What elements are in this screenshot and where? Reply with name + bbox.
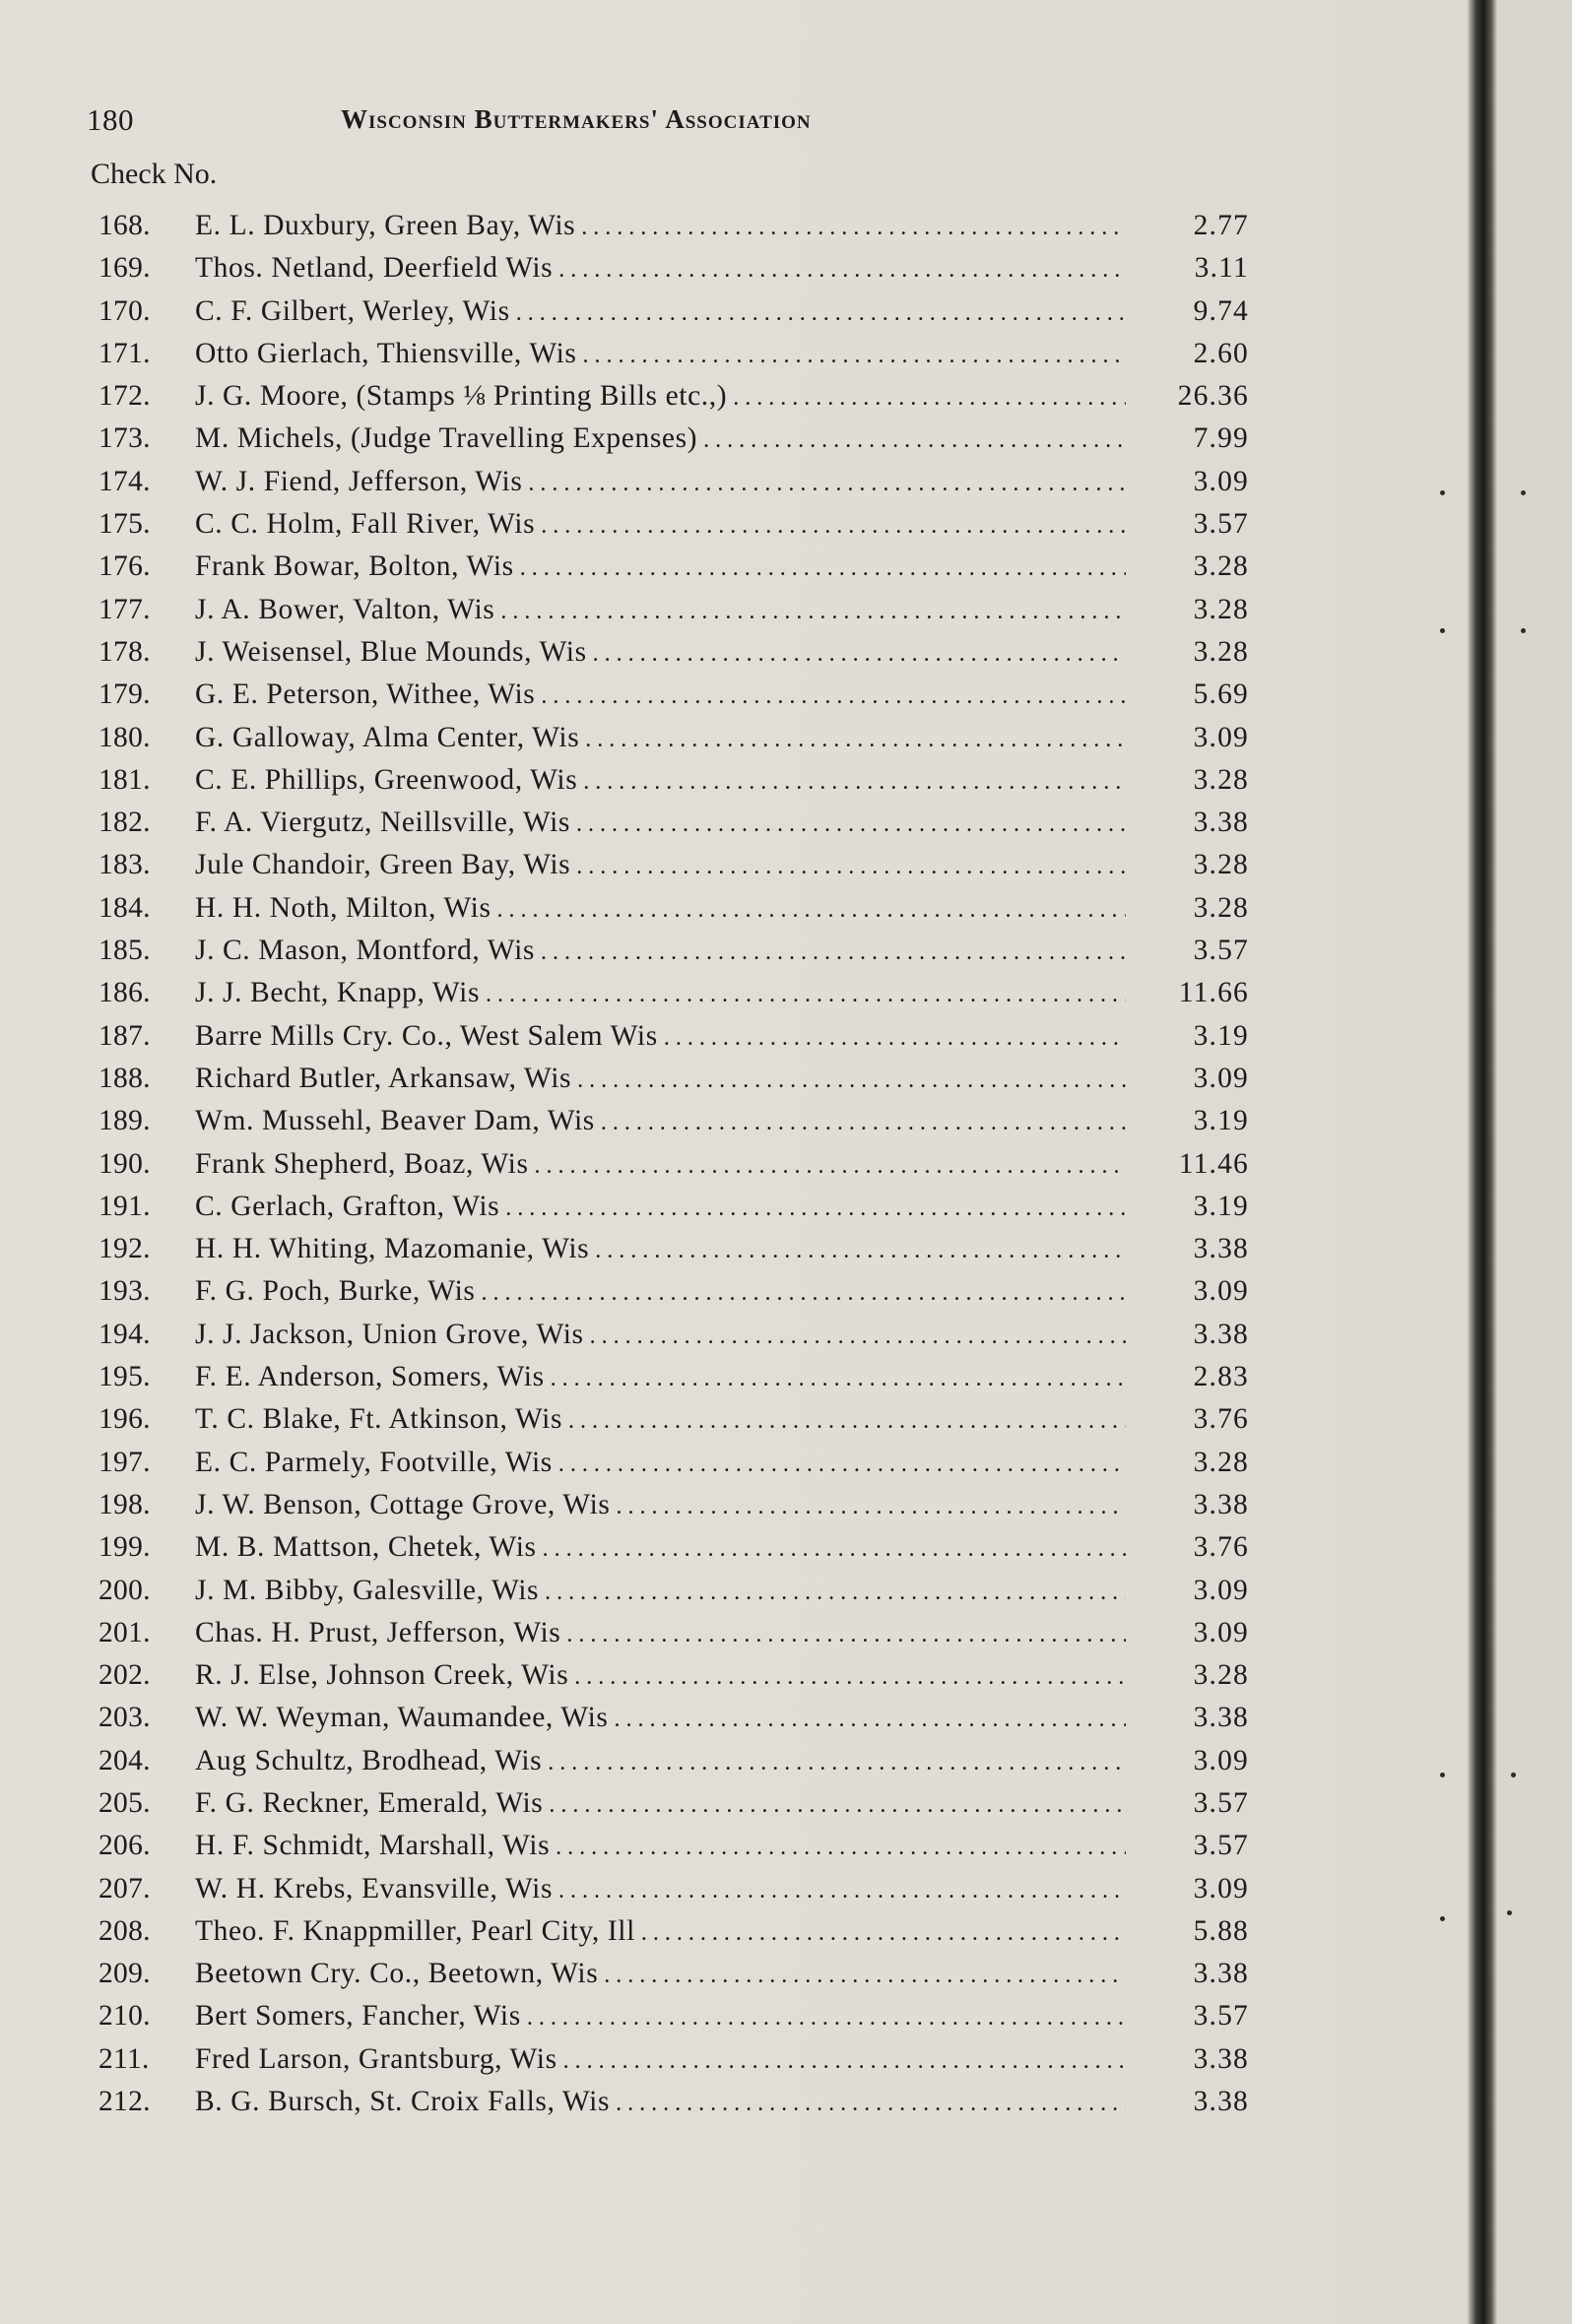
payee-name: J. J. Becht, Knapp, Wis . . . <box>195 972 1126 1016</box>
check-number: 170. <box>98 294 151 327</box>
page-header <box>87 102 1249 146</box>
check-number: 179. <box>98 678 151 711</box>
check-number: 184. <box>98 891 151 924</box>
check-number: 188. <box>98 1062 151 1094</box>
ink-speck <box>1511 1773 1516 1777</box>
check-number: 194. <box>98 1318 151 1350</box>
amount: 3.09 <box>1193 1616 1249 1648</box>
amount: 3.38 <box>1193 1233 1249 1265</box>
ink-speck <box>1440 1916 1445 1921</box>
ink-speck <box>1440 490 1445 495</box>
check-number: 185. <box>98 935 151 967</box>
check-number: 208. <box>98 1914 151 1947</box>
list-item <box>0 461 1379 503</box>
amount: 3.57 <box>1193 2000 1249 2033</box>
payee-name: F. G. Reckner, Emerald, Wis . . . <box>195 1782 1126 1827</box>
payee-name: B. G. Bursch, St. Croix Falls, Wis . . . <box>195 2081 1126 2125</box>
payee-name: Beetown Cry. Co., Beetown, Wis . . . <box>195 1953 1126 1997</box>
amount: 3.28 <box>1193 593 1249 625</box>
list-item <box>0 1910 1379 1953</box>
amount: 5.88 <box>1193 1914 1249 1947</box>
list-item <box>0 1740 1379 1782</box>
check-number: 206. <box>98 1830 151 1862</box>
amount: 2.60 <box>1193 337 1249 369</box>
amount: 11.66 <box>1178 977 1249 1009</box>
check-number: 181. <box>98 763 151 796</box>
list-item <box>0 1398 1379 1441</box>
list-item <box>0 930 1379 972</box>
amount: 3.28 <box>1193 763 1249 796</box>
list-item <box>0 844 1379 886</box>
payee-name: F. G. Poch, Burke, Wis . . . <box>195 1270 1126 1315</box>
payee-name: Theo. F. Knappmiller, Pearl City, Ill . . . <box>195 1910 1126 1955</box>
amount: 3.38 <box>1193 2042 1249 2075</box>
amount: 3.76 <box>1193 1531 1249 1564</box>
payee-name: Otto Gierlach, Thiensville, Wis . . . <box>195 333 1126 377</box>
payee-name: Frank Bowar, Bolton, Wis . . . <box>195 546 1126 590</box>
payee-name: M. Michels, (Judge Travelling Expenses) . . . <box>195 418 1126 462</box>
amount: 3.38 <box>1193 1318 1249 1350</box>
check-number: 196. <box>98 1403 151 1436</box>
amount: 3.38 <box>1193 1702 1249 1734</box>
check-number: 190. <box>98 1147 151 1180</box>
list-item <box>0 717 1379 759</box>
payee-name: H. F. Schmidt, Marshall, Wis . . . <box>195 1825 1126 1869</box>
payee-name: J. Weisensel, Blue Mounds, Wis . . . <box>195 631 1126 676</box>
amount: 3.28 <box>1193 849 1249 881</box>
payee-name: G. Galloway, Alma Center, Wis . . . <box>195 717 1126 761</box>
list-item <box>0 674 1379 716</box>
payee-name: H. H. Whiting, Mazomanie, Wis . . . <box>195 1228 1126 1272</box>
check-number: 195. <box>98 1361 151 1393</box>
check-number: 209. <box>98 1958 151 1990</box>
amount: 5.69 <box>1193 678 1249 711</box>
ink-speck <box>1521 628 1526 633</box>
amount: 3.09 <box>1193 721 1249 753</box>
payee-name: J. J. Jackson, Union Grove, Wis . . . <box>195 1314 1126 1358</box>
list-item <box>0 887 1379 930</box>
payee-name: Fred Larson, Grantsburg, Wis . . . <box>195 2038 1126 2083</box>
payee-name: E. L. Duxbury, Green Bay, Wis . . . <box>195 205 1126 249</box>
ink-speck <box>1440 1773 1445 1777</box>
list-item <box>0 759 1379 802</box>
check-list <box>0 205 1379 2123</box>
amount: 3.09 <box>1193 1872 1249 1904</box>
list-item <box>0 1228 1379 1270</box>
payee-name: Jule Chandoir, Green Bay, Wis . . . <box>195 844 1126 888</box>
list-item <box>0 418 1379 460</box>
check-number: 192. <box>98 1233 151 1265</box>
amount: 3.76 <box>1193 1403 1249 1436</box>
amount: 3.28 <box>1193 1659 1249 1692</box>
adjacent-page-edge <box>1497 0 1572 2324</box>
amount: 3.19 <box>1193 1105 1249 1137</box>
amount: 3.11 <box>1194 252 1249 285</box>
list-item <box>0 2081 1379 2123</box>
amount: 3.09 <box>1193 1062 1249 1094</box>
payee-name: Barre Mills Cry. Co., West Salem Wis . . . <box>195 1015 1126 1060</box>
list-item <box>0 589 1379 631</box>
check-number: 198. <box>98 1488 151 1520</box>
check-number: 169. <box>98 252 151 285</box>
amount: 3.19 <box>1193 1190 1249 1222</box>
list-item <box>0 1697 1379 1739</box>
check-number: 197. <box>98 1446 151 1478</box>
amount: 3.28 <box>1193 1446 1249 1478</box>
list-item <box>0 1484 1379 1526</box>
list-item <box>0 1868 1379 1910</box>
check-number: 177. <box>98 593 151 625</box>
list-item <box>0 290 1379 333</box>
payee-name: H. H. Noth, Milton, Wis . . . <box>195 887 1126 932</box>
check-number: 205. <box>98 1786 151 1819</box>
ink-speck <box>1440 628 1445 633</box>
payee-name: Wm. Mussehl, Beaver Dam, Wis . . . <box>195 1100 1126 1144</box>
amount: 11.46 <box>1178 1147 1249 1180</box>
amount: 3.09 <box>1193 1275 1249 1308</box>
check-number: 203. <box>98 1702 151 1734</box>
page-binding-gutter <box>1468 0 1497 2324</box>
check-number: 182. <box>98 807 151 839</box>
list-item <box>0 1825 1379 1867</box>
amount: 3.09 <box>1193 1744 1249 1776</box>
payee-name: C. E. Phillips, Greenwood, Wis . . . <box>195 759 1126 804</box>
list-item <box>0 631 1379 674</box>
payee-name: Richard Butler, Arkansaw, Wis . . . <box>195 1058 1126 1102</box>
check-number: 189. <box>98 1105 151 1137</box>
list-item <box>0 1612 1379 1654</box>
list-item <box>0 1782 1379 1825</box>
payee-name: C. Gerlach, Grafton, Wis . . . <box>195 1186 1126 1230</box>
check-number: 187. <box>98 1019 151 1052</box>
check-number: 180. <box>98 721 151 753</box>
amount: 3.09 <box>1193 1574 1249 1606</box>
check-number: 174. <box>98 465 151 497</box>
payee-name: J. C. Mason, Montford, Wis . . . <box>195 930 1126 974</box>
check-number: 168. <box>98 210 151 241</box>
check-number: 176. <box>98 550 151 583</box>
amount: 3.57 <box>1193 935 1249 967</box>
list-item <box>0 1570 1379 1612</box>
list-item <box>0 1314 1379 1356</box>
amount: 3.09 <box>1193 465 1249 497</box>
payee-name: E. C. Parmely, Footville, Wis . . . <box>195 1442 1126 1486</box>
payee-name: F. E. Anderson, Somers, Wis . . . <box>195 1356 1126 1400</box>
amount: 3.57 <box>1193 508 1249 541</box>
ink-speck <box>1521 490 1526 495</box>
amount: 3.57 <box>1193 1830 1249 1862</box>
list-item <box>0 1143 1379 1186</box>
list-item <box>0 333 1379 375</box>
check-number: 199. <box>98 1531 151 1564</box>
amount: 9.74 <box>1193 294 1249 327</box>
payee-name: W. J. Fiend, Jefferson, Wis . . . <box>195 461 1126 505</box>
running-title: Wisconsin Buttermakers' Association <box>341 104 812 134</box>
list-item <box>0 205 1379 247</box>
amount: 3.38 <box>1193 1958 1249 1990</box>
payee-name: J. M. Bibby, Galesville, Wis . . . <box>195 1570 1126 1614</box>
amount: 3.19 <box>1193 1019 1249 1052</box>
check-number: 173. <box>98 422 151 455</box>
payee-name: T. C. Blake, Ft. Atkinson, Wis . . . <box>195 1398 1126 1443</box>
payee-name: J. G. Moore, (Stamps ⅛ Printing Bills etc.,) . . . <box>195 375 1126 420</box>
check-number: 200. <box>98 1574 151 1606</box>
check-number: 212. <box>98 2086 151 2118</box>
list-item <box>0 546 1379 588</box>
check-number: 193. <box>98 1275 151 1308</box>
list-item <box>0 1953 1379 1995</box>
list-item <box>0 1654 1379 1697</box>
amount: 3.57 <box>1193 1786 1249 1819</box>
payee-name: J. W. Benson, Cottage Grove, Wis . . . <box>195 1484 1126 1528</box>
list-item <box>0 2038 1379 2081</box>
check-number: 211. <box>98 2042 150 2075</box>
amount: 26.36 <box>1177 380 1249 413</box>
list-item <box>0 247 1379 290</box>
check-number: 210. <box>98 2000 151 2033</box>
page-number: 180 <box>87 102 134 137</box>
payee-name: C. C. Holm, Fall River, Wis . . . <box>195 503 1126 548</box>
amount: 7.99 <box>1193 422 1249 455</box>
list-item <box>0 972 1379 1014</box>
check-number: 204. <box>98 1744 151 1776</box>
amount: 3.38 <box>1193 1488 1249 1520</box>
amount: 2.83 <box>1193 1361 1249 1393</box>
amount: 3.28 <box>1193 635 1249 668</box>
list-item <box>0 1100 1379 1142</box>
payee-name: Chas. H. Prust, Jefferson, Wis . . . <box>195 1612 1126 1656</box>
payee-name: J. A. Bower, Valton, Wis . . . <box>195 589 1126 633</box>
check-number: 172. <box>98 380 151 413</box>
check-number: 201. <box>98 1616 151 1648</box>
list-item <box>0 503 1379 546</box>
payee-name: W. H. Krebs, Evansville, Wis . . . <box>195 1868 1126 1912</box>
list-item <box>0 1058 1379 1100</box>
payee-name: C. F. Gilbert, Werley, Wis . . . <box>195 290 1126 335</box>
payee-name: F. A. Viergutz, Neillsville, Wis . . . <box>195 802 1126 846</box>
list-item <box>0 1526 1379 1569</box>
check-number: 178. <box>98 635 151 668</box>
payee-name: G. E. Peterson, Withee, Wis . . . <box>195 674 1126 718</box>
list-item <box>0 1015 1379 1058</box>
amount: 3.38 <box>1193 2086 1249 2118</box>
check-number: 183. <box>98 849 151 881</box>
list-item <box>0 1186 1379 1228</box>
payee-name: W. W. Weyman, Waumandee, Wis . . . <box>195 1697 1126 1741</box>
list-item <box>0 1356 1379 1398</box>
check-number: 207. <box>98 1872 151 1904</box>
list-item <box>0 1270 1379 1313</box>
column-heading: Check No. <box>91 158 218 190</box>
payee-name: Bert Somers, Fancher, Wis . . . <box>195 1995 1126 2039</box>
payee-name: Thos. Netland, Deerfield Wis . . . <box>195 247 1126 291</box>
check-number: 191. <box>98 1190 151 1222</box>
payee-name: M. B. Mattson, Chetek, Wis . . . <box>195 1526 1126 1571</box>
amount: 3.28 <box>1193 891 1249 924</box>
list-item <box>0 375 1379 418</box>
check-number: 186. <box>98 977 151 1009</box>
payee-name: R. J. Else, Johnson Creek, Wis . . . <box>195 1654 1126 1699</box>
list-item <box>0 802 1379 844</box>
amount: 2.77 <box>1193 210 1249 241</box>
check-number: 171. <box>98 337 151 369</box>
list-item <box>0 1995 1379 2037</box>
ink-speck <box>1507 1910 1512 1915</box>
payee-name: Frank Shepherd, Boaz, Wis . . . <box>195 1143 1126 1188</box>
check-number: 202. <box>98 1659 151 1692</box>
list-item <box>0 1442 1379 1484</box>
check-number: 175. <box>98 508 151 541</box>
payee-name: Aug Schultz, Brodhead, Wis . . . <box>195 1740 1126 1784</box>
amount: 3.38 <box>1193 807 1249 839</box>
amount: 3.28 <box>1193 550 1249 583</box>
